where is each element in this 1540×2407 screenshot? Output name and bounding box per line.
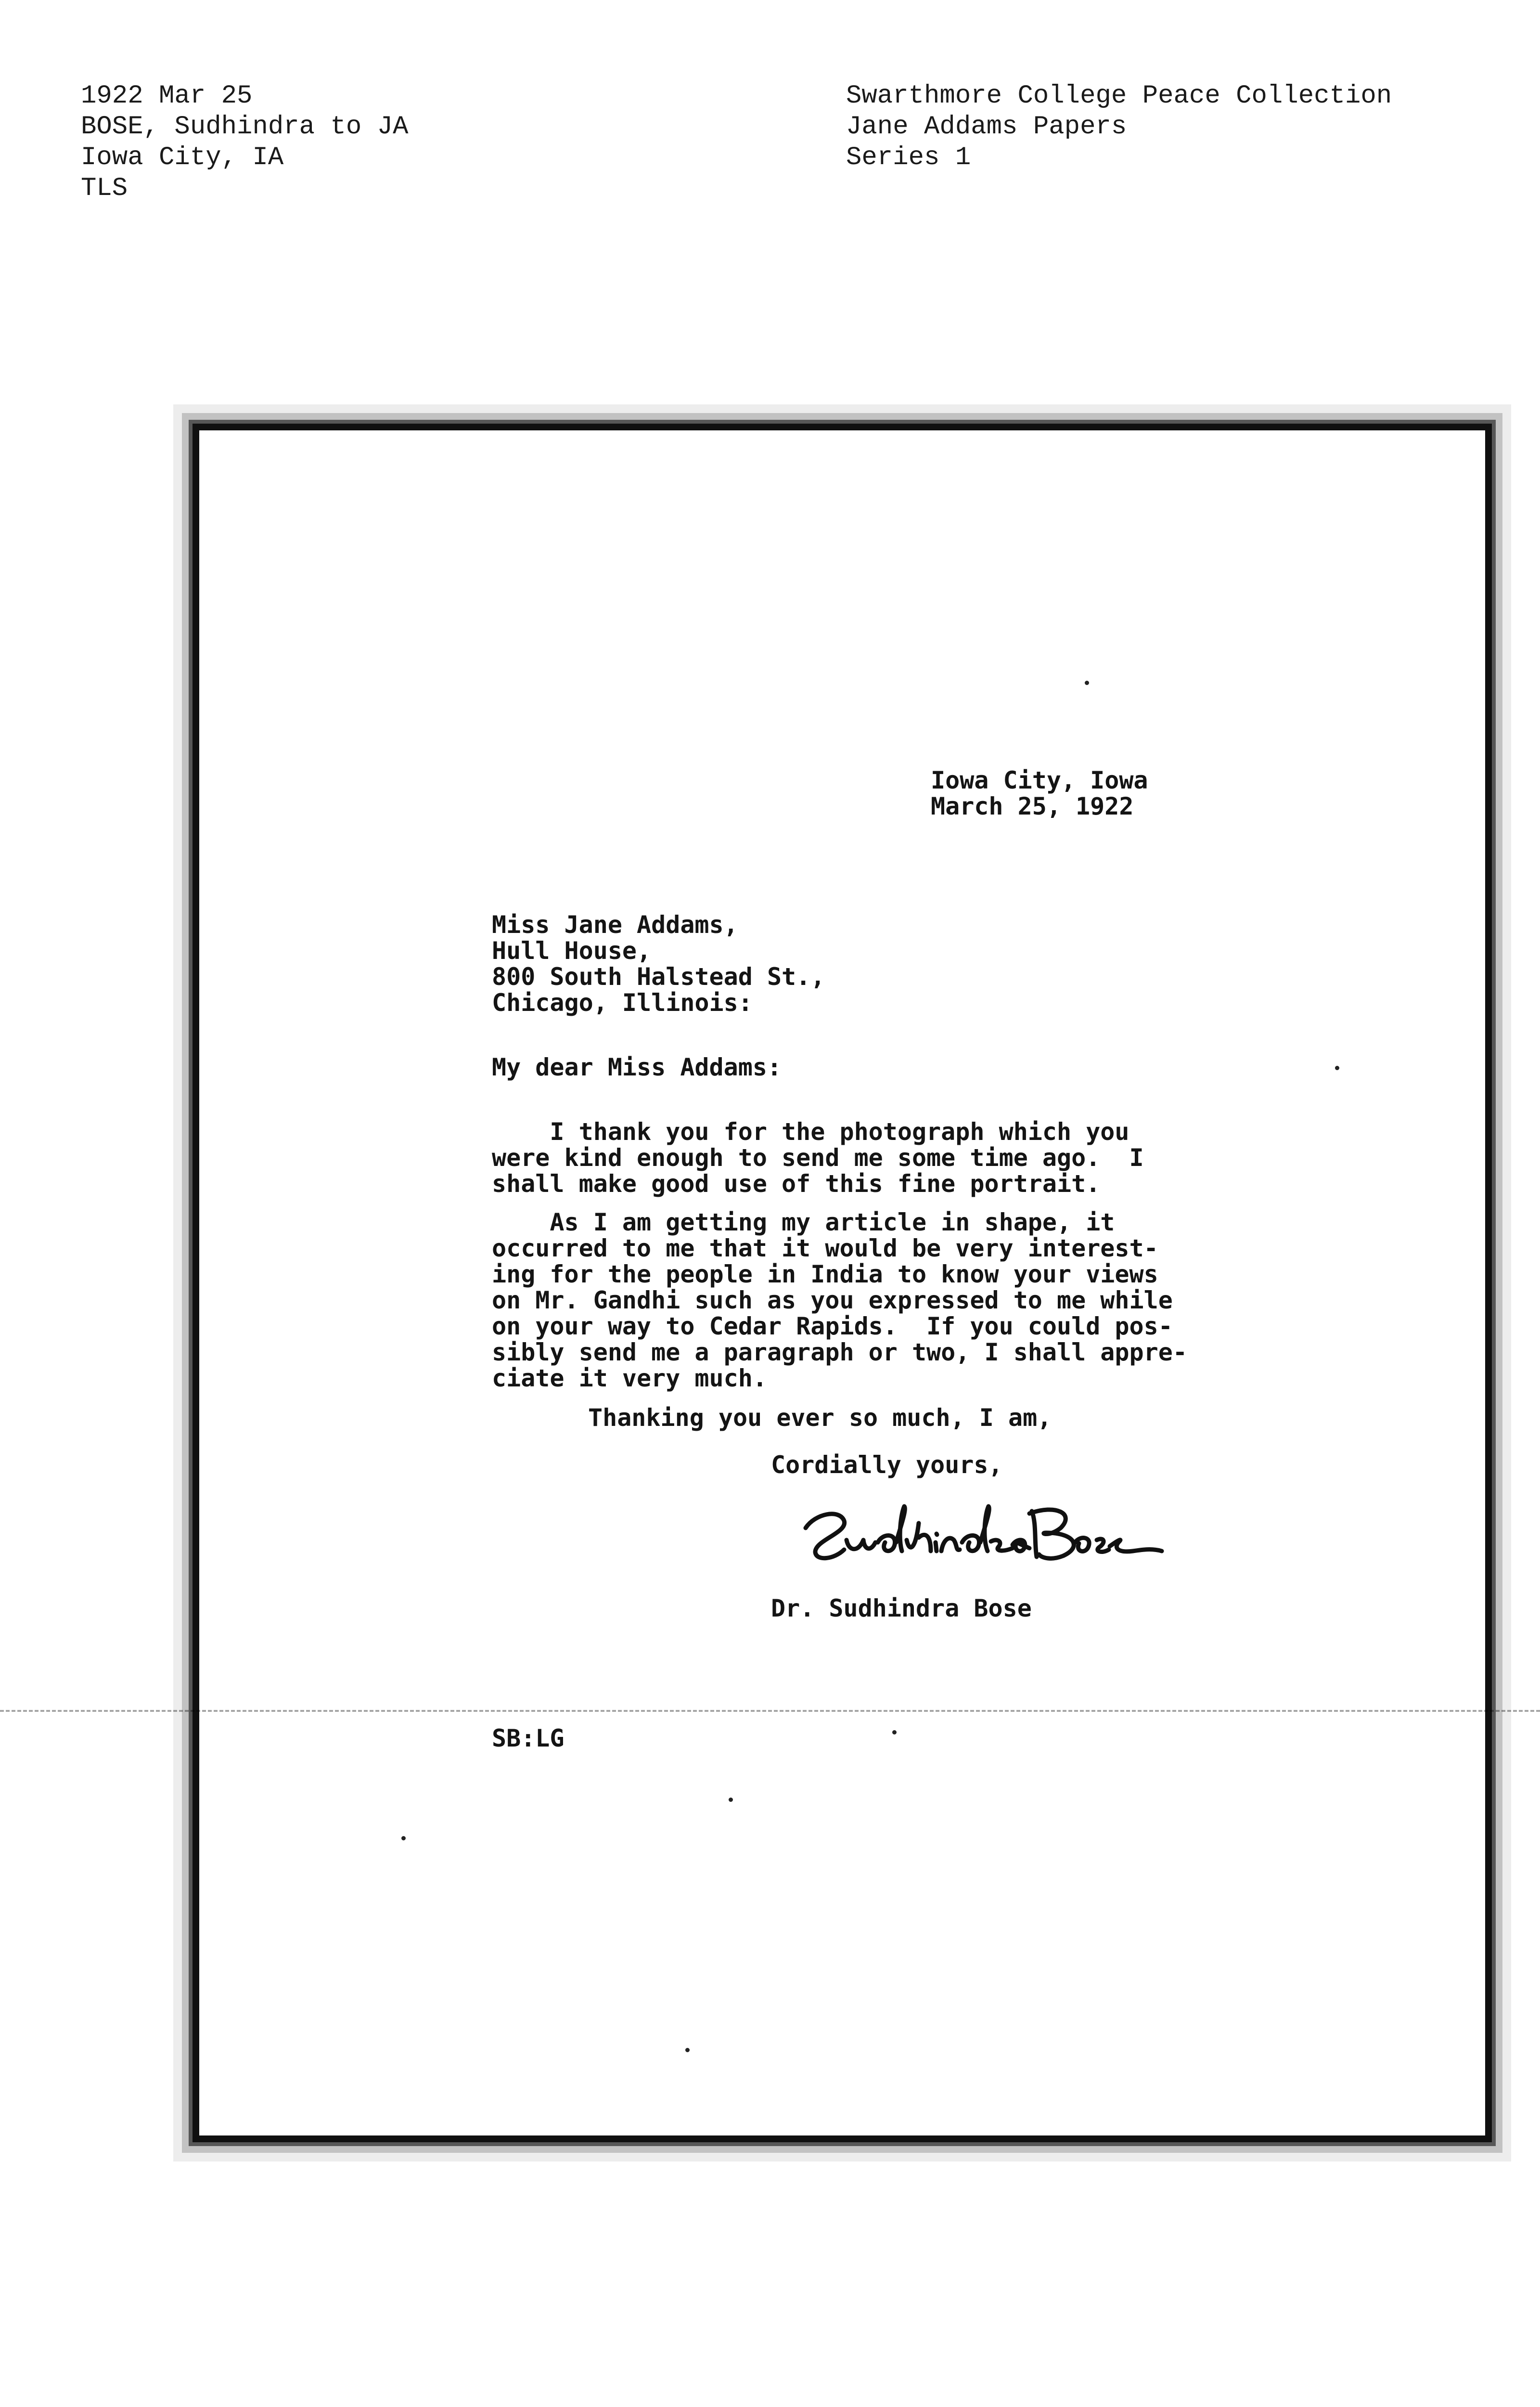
speck bbox=[685, 2048, 690, 2052]
speck bbox=[1335, 1066, 1339, 1070]
body-line: shall make good use of this fine portrait. bbox=[492, 1170, 1101, 1198]
handwritten-signature bbox=[786, 1494, 1171, 1571]
address-line: Chicago, Illinois: bbox=[492, 989, 753, 1017]
typed-signature-name: Dr. Sudhindra Bose bbox=[771, 1594, 1032, 1622]
archive-collection: Swarthmore College Peace Collection bbox=[846, 81, 1392, 111]
signature-drawing bbox=[786, 1494, 1171, 1571]
fold-line bbox=[0, 1710, 1540, 1712]
complimentary-close: Cordially yours, bbox=[771, 1451, 1003, 1479]
archive-label-right bbox=[846, 81, 1392, 173]
paragraph-thanks bbox=[492, 1119, 1144, 1197]
letter-sheet bbox=[192, 424, 1492, 2142]
body-line: I thank you for the photograph which you bbox=[492, 1118, 1129, 1146]
body-line: As I am getting my article in shape, it bbox=[492, 1208, 1115, 1236]
body-line: on Mr. Gandhi such as you expressed to me while bbox=[492, 1286, 1173, 1314]
archive-date: 1922 Mar 25 bbox=[81, 81, 253, 111]
speck bbox=[401, 1836, 406, 1840]
address-line: Miss Jane Addams, bbox=[492, 911, 738, 939]
body-line: occurred to me that it would be very interest- bbox=[492, 1234, 1158, 1262]
address-line: 800 South Halstead St., bbox=[492, 963, 825, 991]
archive-place: Iowa City, IA bbox=[81, 143, 284, 172]
archive-papers: Jane Addams Papers bbox=[846, 112, 1127, 142]
letter-date: March 25, 1922 bbox=[931, 792, 1134, 820]
body-line: were kind enough to send me some time ago. I bbox=[492, 1144, 1144, 1172]
body-line: on your way to Cedar Rapids. If you could pos- bbox=[492, 1312, 1173, 1340]
body-line: ing for the people in India to know your views bbox=[492, 1260, 1158, 1288]
body-line: ciate it very much. bbox=[492, 1364, 767, 1392]
reference-initials: SB:LG bbox=[492, 1724, 565, 1752]
archive-series: Series 1 bbox=[846, 143, 971, 172]
inside-address bbox=[492, 912, 825, 1016]
speck bbox=[1085, 681, 1089, 685]
archive-correspondents: BOSE, Sudhindra to JA bbox=[81, 112, 409, 142]
archive-doc-type: TLS bbox=[81, 174, 128, 203]
speck bbox=[892, 1730, 897, 1734]
body-line: sibly send me a paragraph or two, I shall appre- bbox=[492, 1338, 1187, 1366]
letter-place-date bbox=[931, 767, 1148, 819]
letter-place: Iowa City, Iowa bbox=[931, 766, 1148, 794]
speck bbox=[729, 1798, 733, 1802]
thanking-line: Thanking you ever so much, I am, bbox=[588, 1404, 1052, 1432]
address-line: Hull House, bbox=[492, 937, 652, 965]
salutation: My dear Miss Addams: bbox=[492, 1053, 782, 1081]
paragraph-request bbox=[492, 1209, 1187, 1391]
archive-label-left bbox=[81, 81, 409, 204]
